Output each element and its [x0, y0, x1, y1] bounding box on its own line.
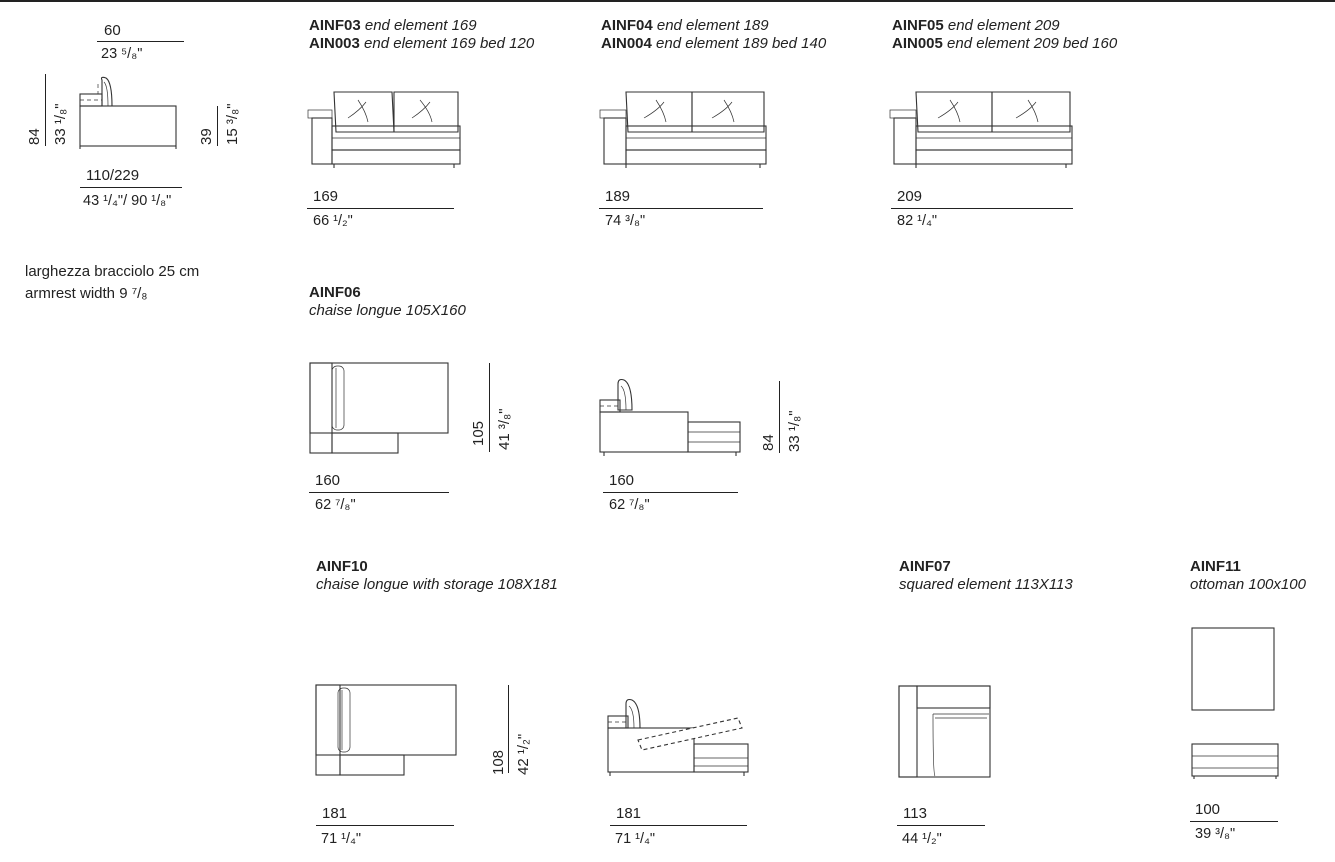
height-in: 33 ¹/₈" — [52, 103, 69, 145]
plan-depth-cm: 108 — [490, 749, 507, 775]
product-title — [892, 17, 1060, 35]
width-in: 44 ¹/₂" — [902, 831, 942, 847]
chaise-storage-plan-drawing — [314, 683, 460, 779]
product-code: AINF03 — [309, 17, 361, 34]
product-desc: end element 169 bed 120 — [364, 35, 535, 52]
product-title — [309, 284, 361, 302]
product-code: AINF06 — [309, 284, 361, 301]
plan-width-rule — [316, 825, 454, 826]
depth-in: 23 ⁵/₈" — [101, 46, 143, 62]
width-in: 39 ³/₈" — [1195, 826, 1236, 842]
length-in: 43 ¹/₄"/ 90 ¹/₈" — [83, 193, 172, 209]
width-cm: 169 — [313, 188, 339, 205]
plan-depth-cm: 105 — [470, 420, 487, 446]
product-code: AINF07 — [899, 558, 951, 575]
plan-depth-rule — [508, 685, 509, 773]
product-subtitle — [1190, 576, 1306, 594]
product-code: AINF11 — [1190, 558, 1241, 575]
length-cm: 110/229 — [86, 167, 140, 184]
ottoman-plan-drawing — [1191, 627, 1277, 713]
side-height-cm: 84 — [760, 434, 777, 451]
side-width-in: 71 ¹/₄" — [615, 831, 656, 847]
product-title — [1190, 558, 1241, 576]
product-code: AIN003 — [309, 35, 360, 52]
ottoman-side-drawing — [1190, 742, 1280, 780]
product-code: AINF05 — [892, 17, 944, 34]
product-subtitle — [899, 576, 1073, 594]
product-code: AINF10 — [316, 558, 368, 575]
product-code: AINF04 — [601, 17, 653, 34]
plan-depth-in: 41 ³/₈" — [496, 408, 513, 450]
side-width-rule — [610, 825, 747, 826]
top-rule — [0, 0, 1335, 2]
sofa-front-drawing — [308, 88, 468, 170]
product-subtitle — [309, 302, 466, 320]
product-code: AIN005 — [892, 35, 943, 52]
product-title — [316, 558, 368, 576]
width-cm: 100 — [1195, 801, 1221, 818]
seat-in: 15 ³/₈" — [224, 103, 241, 145]
length-rule — [80, 187, 182, 188]
product-title-bed — [601, 35, 826, 53]
chaise-side-drawing — [598, 378, 744, 458]
product-desc: end element 209 — [947, 17, 1060, 34]
product-code: AIN004 — [601, 35, 652, 52]
side-height-rule — [779, 381, 780, 453]
product-desc: end element 169 — [364, 17, 477, 34]
seat-cm: 39 — [198, 128, 215, 145]
width-rule — [307, 208, 454, 209]
product-title-bed — [892, 35, 1117, 53]
width-in: 74 ³/₈" — [605, 213, 646, 229]
chaise-storage-side-drawing — [604, 698, 752, 778]
plan-width-cm: 160 — [315, 472, 341, 489]
side-width-in: 62 ⁷/₈" — [609, 497, 650, 513]
product-title — [899, 558, 951, 576]
product-desc: chaise longue with storage 108X181 — [316, 576, 558, 593]
sofa-front-drawing — [890, 88, 1076, 170]
width-rule — [891, 208, 1073, 209]
product-subtitle — [316, 576, 558, 594]
width-cm: 209 — [897, 188, 923, 205]
side-width-rule — [603, 492, 738, 493]
plan-width-rule — [309, 492, 449, 493]
width-rule — [1190, 821, 1278, 822]
sofa-front-drawing — [600, 88, 770, 170]
squared-element-drawing — [897, 684, 993, 780]
plan-width-cm: 181 — [322, 805, 348, 822]
width-cm: 113 — [903, 805, 927, 822]
seat-rule — [217, 106, 218, 146]
product-desc: end element 189 — [656, 17, 769, 34]
armrest-note-en: armrest width 9 ⁷/₈ — [25, 285, 148, 302]
plan-width-in: 62 ⁷/₈" — [315, 497, 356, 513]
width-cm: 189 — [605, 188, 631, 205]
plan-depth-rule — [489, 363, 490, 452]
plan-depth-in: 42 ¹/₂" — [515, 733, 532, 775]
width-in: 66 ¹/₂" — [313, 213, 353, 229]
product-desc: ottoman 100x100 — [1190, 576, 1306, 593]
width-in: 82 ¹/₄" — [897, 213, 938, 229]
height-rule — [45, 74, 46, 146]
product-title — [601, 17, 769, 35]
product-desc: end element 189 bed 140 — [656, 35, 827, 52]
depth-rule — [97, 41, 184, 42]
plan-width-in: 71 ¹/₄" — [321, 831, 362, 847]
product-desc: end element 209 bed 160 — [947, 35, 1118, 52]
width-rule — [599, 208, 763, 209]
armrest-note-it: larghezza bracciolo 25 cm — [25, 263, 200, 280]
product-title-bed — [309, 35, 534, 53]
side-width-cm: 160 — [609, 472, 635, 489]
side-height-in: 33 ¹/₈" — [786, 410, 803, 452]
product-desc: squared element 113X113 — [899, 576, 1073, 593]
side-width-cm: 181 — [616, 805, 642, 822]
side-profile-drawing — [78, 76, 180, 151]
width-rule — [897, 825, 985, 826]
chaise-plan-drawing — [310, 362, 452, 458]
product-desc: chaise longue 105X160 — [309, 302, 466, 319]
depth-cm: 60 — [104, 22, 121, 39]
product-title — [309, 17, 477, 35]
height-cm: 84 — [26, 128, 43, 145]
